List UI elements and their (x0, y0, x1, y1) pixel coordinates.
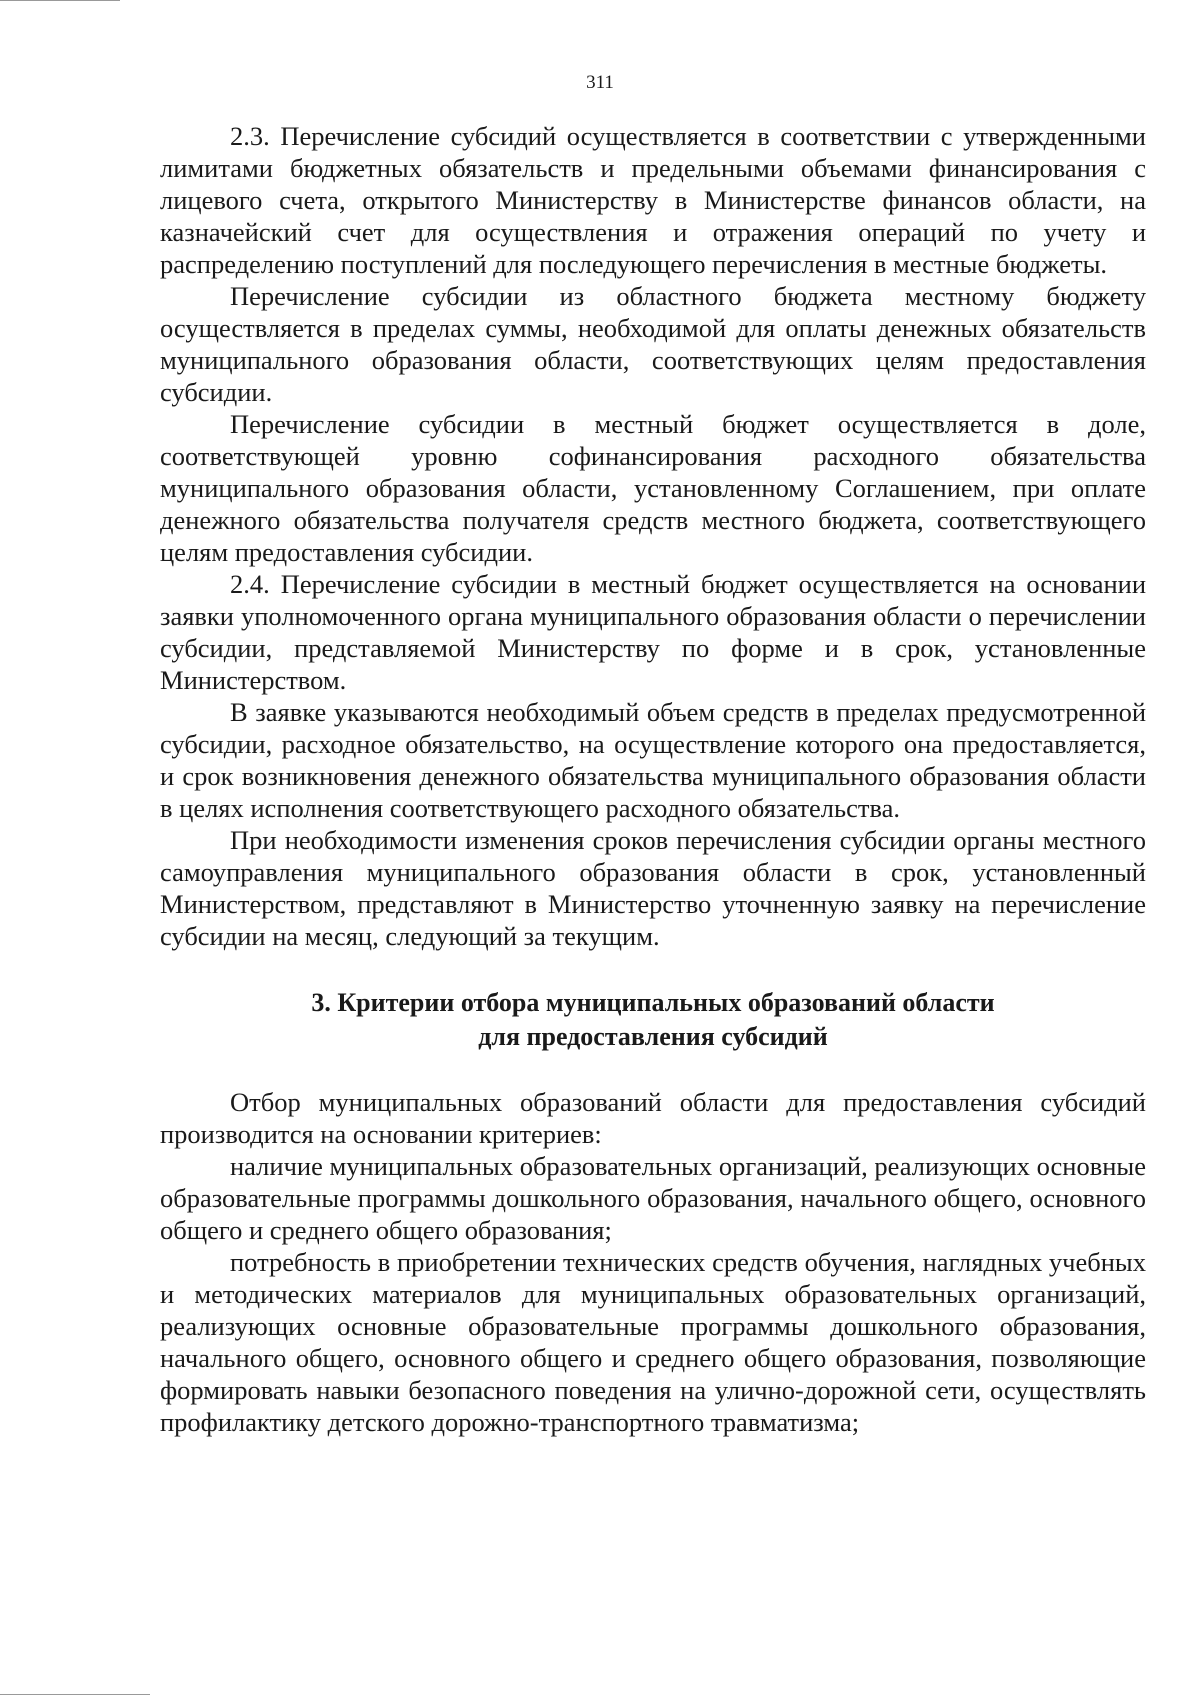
paragraph-criterion-organizations: наличие муниципальных образовательных организаций, реализующих основные образовательные программы дошкольного образования, начального общего, основного общего и среднего общего образования; (160, 1151, 1146, 1245)
section-3-heading-line-1: 3. Критерии отбора муниципальных образований области (311, 988, 995, 1017)
paragraph-criterion-equipment-need: потребность в приобретении технических средств обучения, наглядных учебных и методических материалов для муниципальных образовательных организаций, реализующих основные образовательные программы дошкольного образования, начального общего, основного общего и среднего общего образования, позволяющие формировать навыки безопасного поведения на улично-дорожной сети, осуществлять профилактику детского дорожно-транспортного травматизма; (160, 1247, 1146, 1437)
scan-edge-mark-top (0, 0, 120, 1)
scan-edge-mark-bottom (0, 1694, 150, 1695)
page-number: 311 (586, 72, 614, 93)
paragraph-transfer-share: Перечисление субсидии в местный бюджет осуществляется в доле, соответствующей уровню софинансирования расходного обязательства муниципального образования области, установленному Соглашением, при оплате денежного обязательства получателя средств местного бюджета, соответствующего целям предоставления субсидии. (160, 409, 1146, 567)
document-body (160, 120, 1146, 1438)
paragraph-selection-criteria-intro: Отбор муниципальных образований области для предоставления субсидий производится на основании критериев: (160, 1087, 1146, 1149)
paragraph-request-contents: В заявке указываются необходимый объем средств в пределах предусмотренной субсидии, расходное обязательство, на осуществление которого она предоставляется, и срок возникновения денежного обязательства муниципального образования области в целях исполнения соответствующего расходного обязательства. (160, 697, 1146, 823)
paragraph-2-3: 2.3. Перечисление субсидий осуществляется в соответствии с утвержденными лимитами бюджетных обязательств и предельными объемами финансирования с лицевого счета, открытого Министерству в Министерстве финансов области, на казначейский счет для осуществления и отражения операций по учету и распределению поступлений для последующего перечисления в местные бюджеты. (160, 121, 1146, 279)
paragraph-2-4: 2.4. Перечисление субсидии в местный бюджет осуществляется на основании заявки уполномоченного органа муниципального образования области о перечислении субсидии, представляемой Министерству по форме и в срок, установленные Министерством. (160, 569, 1146, 695)
paragraph-transfer-limit: Перечисление субсидии из областного бюджета местному бюджету осуществляется в пределах суммы, необходимой для оплаты денежных обязательств муниципального образования области, соответствующих целям предоставления субсидии. (160, 281, 1146, 407)
paragraph-request-changes: При необходимости изменения сроков перечисления субсидии органы местного самоуправления муниципального образования области в срок, установленный Министерством, представляют в Министерство уточненную заявку на перечисление субсидии на месяц, следующий за текущим. (160, 825, 1146, 951)
section-3-heading-line-2: для предоставления субсидий (478, 1022, 828, 1051)
section-3-heading (160, 986, 1146, 1054)
